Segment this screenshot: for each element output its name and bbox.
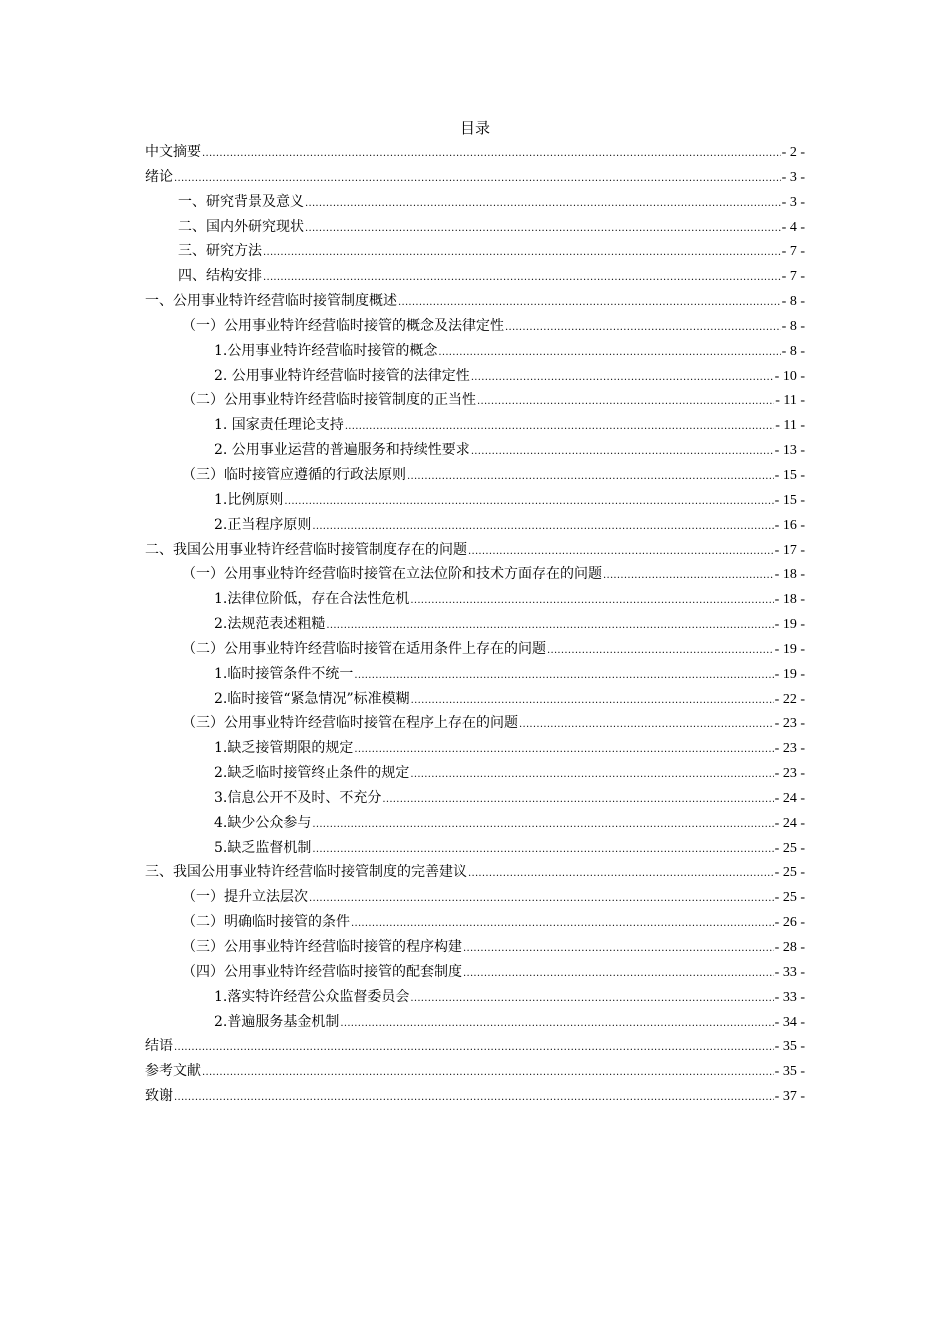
toc-entry[interactable] (145, 935, 805, 960)
toc-entry[interactable] (145, 463, 805, 488)
dot-leader (382, 788, 773, 811)
toc-entry-text: 结语 (145, 1038, 173, 1055)
toc-entry-text: 2. 公用事业特许经营临时接管的法律定性 (214, 367, 470, 384)
toc-entry-page-number: - 17 - (774, 542, 805, 558)
toc-entry-text: 4.缺少公众参与 (214, 814, 312, 831)
toc-entry-text: 2.法规范表述粗糙 (214, 616, 326, 633)
toc-entry[interactable] (145, 985, 805, 1010)
toc-entry-page-number: - 19 - (774, 641, 805, 657)
dot-leader (603, 564, 774, 587)
toc-entry[interactable] (145, 960, 805, 985)
toc-entry-page-number: - 16 - (774, 517, 805, 533)
toc-entry[interactable] (145, 215, 805, 240)
dot-leader (519, 713, 774, 736)
toc-entry[interactable] (145, 711, 805, 736)
toc-entry-text: 1.法律位阶低，存在合法性危机 (214, 591, 410, 608)
dot-leader (354, 664, 773, 687)
toc-entry-page-number: - 22 - (774, 691, 805, 707)
toc-entry[interactable] (145, 513, 805, 538)
dot-leader (463, 937, 774, 960)
toc-entry[interactable] (145, 637, 805, 662)
toc-entry[interactable] (145, 140, 805, 165)
toc-entry[interactable] (145, 687, 805, 712)
dot-leader (202, 1061, 774, 1084)
toc-entry-page-number: - 8 - (781, 318, 805, 334)
dot-leader (284, 490, 773, 513)
toc-entry-page-number: - 8 - (781, 343, 805, 359)
toc-entry-text: （二）公用事业特许经营临时接管在适用条件上存在的问题 (182, 640, 546, 657)
toc-entry[interactable] (145, 761, 805, 786)
dot-leader (471, 440, 774, 463)
toc-entry-page-number: - 34 - (774, 1014, 805, 1030)
toc-entry-page-number: - 18 - (774, 592, 805, 608)
dot-leader (463, 962, 774, 985)
toc-entry[interactable] (145, 612, 805, 637)
toc-entry-page-number: - 23 - (774, 716, 805, 732)
toc-entry[interactable] (145, 364, 805, 389)
toc-entry[interactable] (145, 1034, 805, 1059)
toc-entry[interactable] (145, 562, 805, 587)
toc-entry-page-number: - 33 - (774, 989, 805, 1005)
dot-leader (410, 763, 773, 786)
toc-entry-text: （三）公用事业特许经营临时接管的程序构建 (182, 939, 462, 955)
toc-entry[interactable] (145, 811, 805, 836)
toc-entry-text: 三、我国公用事业特许经营临时接管制度的完善建议 (145, 864, 467, 881)
toc-entry-text: 绪论 (145, 168, 173, 185)
toc-entry-text: （一）公用事业特许经营临时接管的概念及法律定性 (182, 317, 504, 334)
dot-leader (477, 390, 774, 413)
toc-entry[interactable] (145, 488, 805, 513)
toc-title: 目录 (459, 119, 490, 137)
toc-entry-page-number: - 25 - (774, 865, 805, 881)
toc-entry[interactable] (145, 314, 805, 339)
toc-entry[interactable] (145, 1059, 805, 1084)
dot-leader (354, 738, 773, 761)
toc-entry[interactable] (145, 786, 805, 811)
dot-leader (174, 1086, 774, 1109)
toc-entry-page-number: - 10 - (774, 368, 805, 384)
dot-leader (438, 341, 780, 364)
toc-entry-page-number: - 15 - (774, 467, 805, 483)
dot-leader (263, 266, 781, 289)
dot-leader (410, 589, 773, 612)
toc-entry[interactable] (145, 836, 805, 861)
toc-entry-page-number: - 35 - (774, 1039, 805, 1055)
toc-entry-page-number: - 24 - (774, 815, 805, 831)
dot-leader (505, 316, 781, 339)
toc-entry[interactable] (145, 1010, 805, 1035)
toc-entry-text: 5.缺乏监督机制 (214, 839, 312, 856)
toc-entry-text: 1.落实特许经营公众监督委员会 (214, 988, 410, 1005)
toc-entry-page-number: - 8 - (781, 294, 805, 310)
toc-entry-text: （四）公用事业特许经营临时接管的配套制度 (182, 963, 462, 980)
toc-entry[interactable] (145, 1084, 805, 1109)
toc-entry-text: 三、研究方法 (178, 243, 262, 260)
toc-entry-text: 1.公用事业特许经营临时接管的概念 (214, 342, 438, 359)
dot-leader (305, 217, 781, 240)
toc-entry-text: （一）公用事业特许经营临时接管在立法位阶和技术方面存在的问题 (182, 566, 602, 583)
toc-entry-page-number: - 23 - (774, 741, 805, 757)
toc-entry-page-number: - 23 - (774, 766, 805, 782)
dot-leader (411, 689, 774, 712)
dot-leader (468, 540, 774, 563)
dot-leader (312, 813, 773, 836)
toc-entry-page-number: - 24 - (774, 790, 805, 806)
toc-entry-text: 二、我国公用事业特许经营临时接管制度存在的问题 (145, 541, 467, 558)
toc-entry-text: 3.信息公开不及时、不充分 (214, 789, 382, 806)
toc-entry-text: 中文摘要 (145, 144, 201, 160)
toc-entry-page-number: - 28 - (774, 940, 805, 955)
toc-entry-text: 2.临时接管“紧急情况”标准模糊 (214, 690, 410, 707)
toc-entry-page-number: - 4 - (781, 219, 805, 235)
dot-leader (340, 1012, 773, 1035)
dot-leader (174, 1036, 774, 1059)
dot-leader (263, 241, 781, 264)
dot-leader (345, 415, 774, 438)
toc-entry[interactable] (145, 538, 805, 563)
toc-entry[interactable] (145, 736, 805, 761)
toc-entry[interactable] (145, 289, 805, 314)
dot-leader (398, 291, 781, 314)
toc-entry-text: 1.比例原则 (214, 491, 284, 508)
toc-entry-text: （二）明确临时接管的条件 (182, 914, 350, 931)
toc-entry-page-number: - 25 - (774, 890, 805, 906)
toc-entry-text: （二）公用事业特许经营临时接管制度的正当性 (182, 392, 476, 409)
dot-leader (468, 862, 774, 885)
table-of-contents (145, 140, 805, 1109)
toc-entry[interactable] (145, 388, 805, 413)
toc-entry-page-number: - 35 - (774, 1064, 805, 1080)
dot-leader (309, 887, 774, 910)
dot-leader (305, 192, 781, 215)
toc-entry-page-number: - 25 - (774, 840, 805, 856)
toc-entry-text: （三）临时接管应遵循的行政法原则 (182, 466, 406, 483)
dot-leader (312, 515, 773, 538)
toc-entry-text: 四、结构安排 (178, 268, 262, 285)
toc-entry-page-number: - 19 - (774, 617, 805, 633)
toc-entry-text: 致谢 (145, 1088, 173, 1105)
toc-entry-text: 1. 国家责任理论支持 (214, 417, 344, 434)
toc-entry-text: 2.普遍服务基金机制 (214, 1013, 340, 1030)
toc-entry-text: 2. 公用事业运营的普遍服务和持续性要求 (214, 442, 470, 459)
dot-leader (547, 639, 774, 662)
toc-entry-page-number: - 2 - (781, 145, 805, 160)
toc-entry-text: 一、公用事业特许经营临时接管制度概述 (145, 293, 397, 310)
toc-entry[interactable] (145, 239, 805, 264)
toc-entry[interactable] (145, 190, 805, 215)
toc-entry-page-number: - 7 - (781, 269, 805, 285)
toc-entry[interactable] (145, 264, 805, 289)
toc-entry[interactable] (145, 587, 805, 612)
toc-entry-page-number: - 19 - (774, 666, 805, 682)
dot-leader (471, 366, 774, 389)
toc-entry-page-number: - 7 - (781, 244, 805, 260)
dot-leader (312, 838, 773, 861)
toc-entry-text: 1.缺乏接管期限的规定 (214, 740, 354, 757)
toc-entry-page-number: - 13 - (774, 443, 805, 459)
toc-entry-text: 1.临时接管条件不统一 (214, 665, 354, 682)
dot-leader (410, 987, 773, 1010)
toc-entry-page-number: - 11 - (775, 418, 805, 434)
toc-entry[interactable] (145, 885, 805, 910)
dot-leader (174, 167, 781, 190)
toc-entry[interactable] (145, 860, 805, 885)
dot-leader (202, 142, 781, 165)
toc-entry-text: 一、研究背景及意义 (178, 193, 304, 210)
toc-entry-page-number: - 15 - (774, 492, 805, 508)
toc-entry-page-number: - 33 - (774, 964, 805, 980)
toc-entry-text: 2.缺乏临时接管终止条件的规定 (214, 765, 410, 782)
toc-entry-page-number: - 18 - (774, 567, 805, 583)
toc-entry[interactable] (145, 438, 805, 463)
toc-entry[interactable] (145, 910, 805, 935)
dot-leader (407, 465, 774, 488)
toc-entry-text: （三）公用事业特许经营临时接管在程序上存在的问题 (182, 715, 518, 732)
toc-entry[interactable] (145, 413, 805, 438)
toc-entry-page-number: - 11 - (775, 393, 805, 409)
toc-entry-page-number: - 37 - (774, 1089, 805, 1105)
toc-entry-text: 2.正当程序原则 (214, 516, 312, 533)
toc-entry-text: （一）提升立法层次 (182, 889, 308, 906)
toc-entry-page-number: - 3 - (781, 169, 805, 185)
toc-entry[interactable] (145, 662, 805, 687)
toc-entry-page-number: - 26 - (774, 915, 805, 931)
toc-entry-text: 参考文献 (145, 1063, 201, 1080)
dot-leader (351, 912, 774, 935)
toc-entry-text: 二、国内外研究现状 (178, 218, 304, 235)
toc-entry[interactable] (145, 339, 805, 364)
dot-leader (326, 614, 773, 637)
toc-entry[interactable] (145, 165, 805, 190)
toc-entry-page-number: - 3 - (781, 194, 805, 210)
